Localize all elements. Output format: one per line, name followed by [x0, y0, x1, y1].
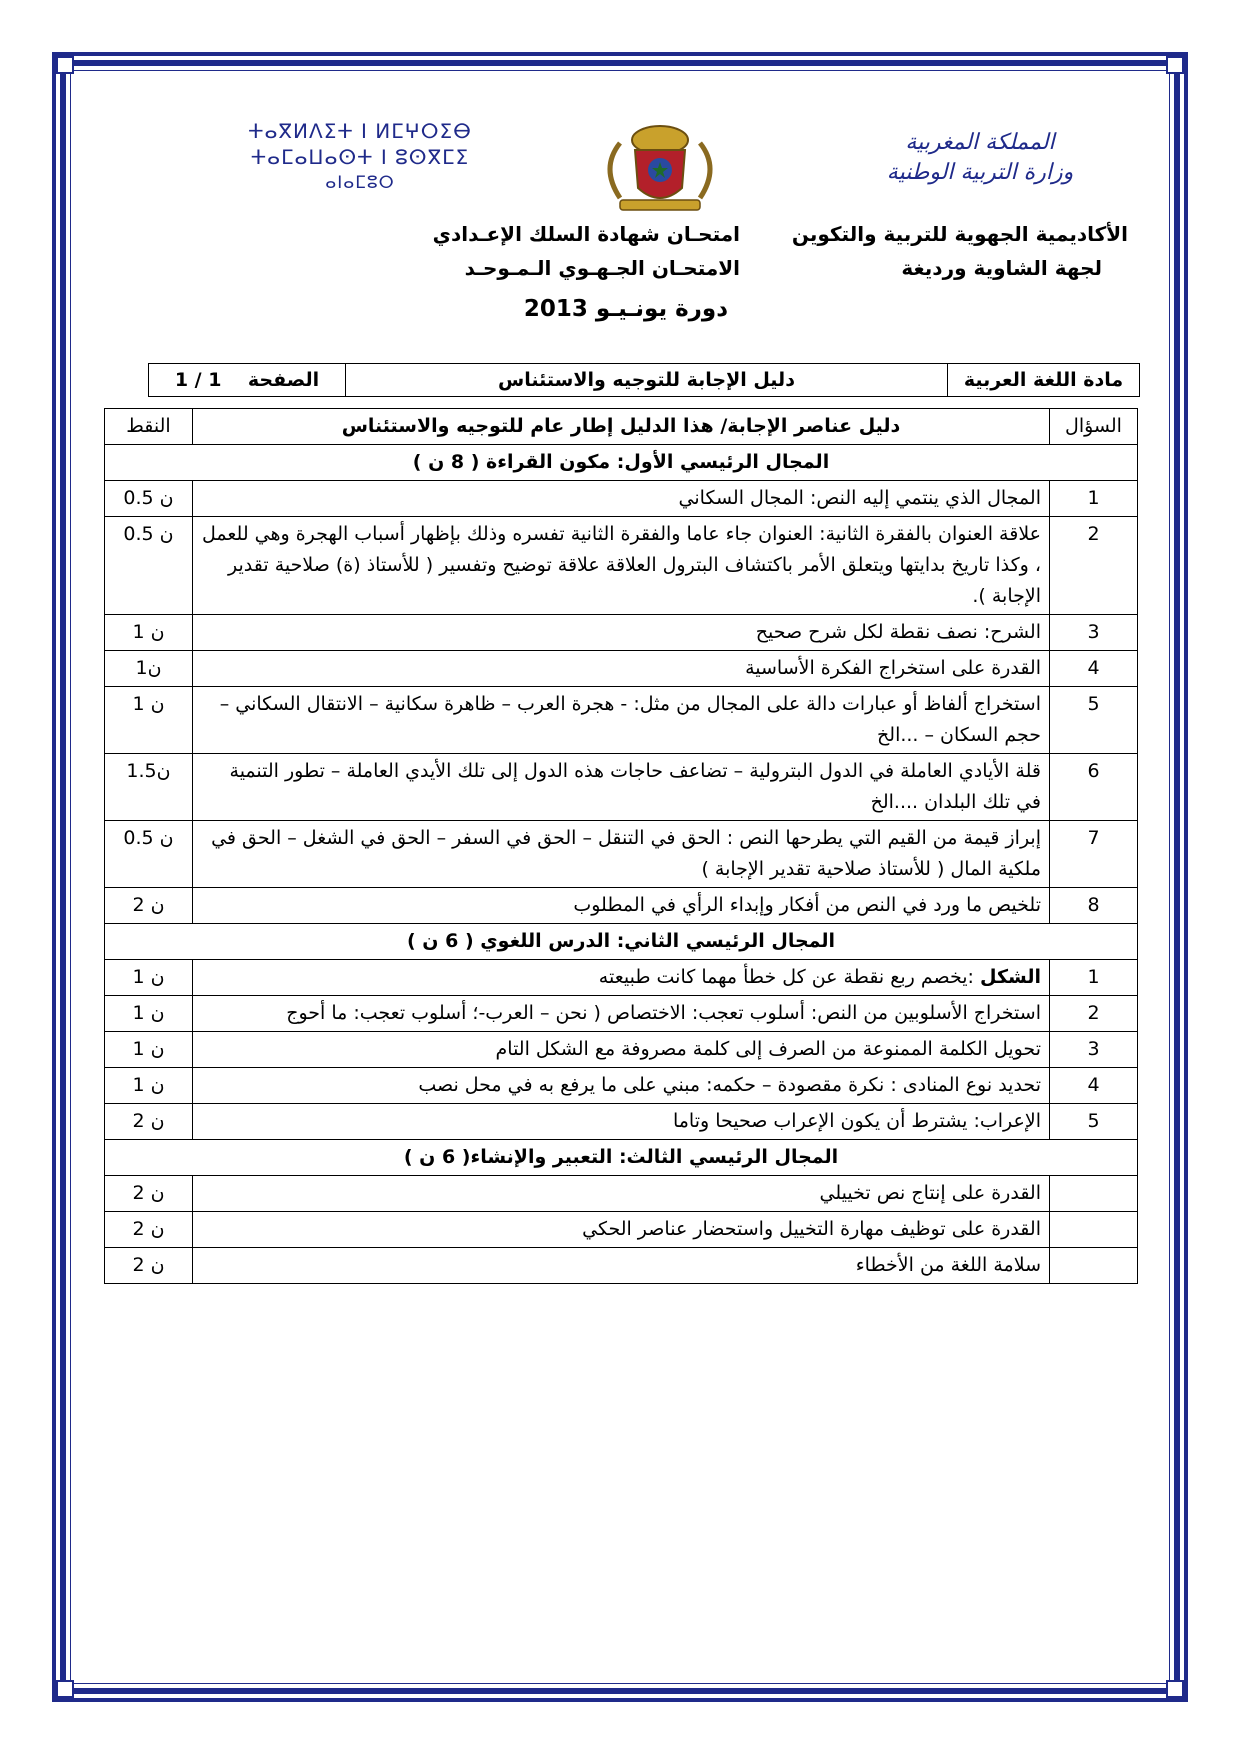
section-row	[105, 1140, 1138, 1176]
question-number: 1	[1050, 481, 1138, 517]
points-value: 0.5 ن	[105, 481, 193, 517]
subject-cell: مادة اللغة العربية	[948, 364, 1140, 397]
table-row	[105, 1068, 1138, 1104]
answer-guide-text: القدرة على توظيف مهارة التخييل واستحضار عناصر الحكي	[193, 1212, 1050, 1248]
points-value: 1 ن	[105, 615, 193, 651]
table-row	[105, 517, 1138, 615]
answer-guide-text: سلامة اللغة من الأخطاء	[193, 1248, 1050, 1284]
answer-guide-text: تحديد نوع المنادى : نكرة مقصودة – حكمه: مبني على ما يرفع به في محل نصب	[193, 1068, 1050, 1104]
points-value: 2 ن	[105, 1212, 193, 1248]
answer-guide-text: علاقة العنوان بالفقرة الثانية: العنوان جاء عاما والفقرة الثانية تفسره وذلك بإظهار أسباب الهجرة وهي للعمل ، وكذا تاريخ بدايتها ويتعلق الأمر باكتشاف البترول العلاقة علاقة توضيح وتفسير ( للأستاذ (ة) صلاحية تقدير الإجابة ).	[193, 517, 1050, 615]
exam-session: دورة يونـيـو 2013	[523, 296, 728, 322]
table-row	[105, 960, 1138, 996]
tifinagh-line: ⴰⵏⴰⵎⵓⵔ	[325, 173, 395, 193]
table-row	[105, 481, 1138, 517]
exam-type: الامتحـان الجـهـوي الـمـوحـد	[464, 256, 740, 280]
points-value: 0.5 ن	[105, 821, 193, 888]
question-number: 1	[1050, 960, 1138, 996]
answer-guide-text: الإعراب: يشترط أن يكون الإعراب صحيحا وتاما	[193, 1104, 1050, 1140]
table-row	[105, 821, 1138, 888]
points-value: 1.5ن	[105, 754, 193, 821]
document-title-cell: دليل الإجابة للتوجيه والاستئناس	[346, 364, 948, 397]
academy-name: الأكاديمية الجهوية للتربية والتكوين	[791, 222, 1128, 246]
question-number: 3	[1050, 615, 1138, 651]
answer-guide-text	[193, 960, 1050, 996]
points-value: 2 ن	[105, 1248, 193, 1284]
tifinagh-ministry-name	[190, 118, 530, 196]
answer-guide-text: استخراج ألفاظ أو عبارات دالة على المجال من مثل: - هجرة العرب – ظاهرة سكانية – الانتقال السكاني – حجم السكان – ...الخ	[193, 687, 1050, 754]
tifinagh-line: ⵜⴰⴳⵍⴷⵉⵜ ⵏ ⵍⵎⵖⵔⵉⴱ	[248, 119, 472, 143]
answer-guide-text: قلة الأيادي العاملة في الدول البترولية – تضاعف حاجات هذه الدول إلى تلك الأيدي العاملة – تطور التنمية في تلك البلدان ....الخ	[193, 754, 1050, 821]
question-number: 5	[1050, 687, 1138, 754]
table-row	[105, 651, 1138, 687]
points-value: 1 ن	[105, 1068, 193, 1104]
table-row	[105, 687, 1138, 754]
document-info-table	[148, 363, 1140, 397]
question-number: 4	[1050, 1068, 1138, 1104]
question-number: 2	[1050, 996, 1138, 1032]
question-number: 7	[1050, 821, 1138, 888]
points-value: 0.5 ن	[105, 517, 193, 615]
points-value: 2 ن	[105, 1176, 193, 1212]
question-number: 4	[1050, 651, 1138, 687]
points-value: 2 ن	[105, 1104, 193, 1140]
points-value: 1 ن	[105, 1032, 193, 1068]
ministry-name	[820, 128, 1140, 188]
answer-guide-text: استخراج الأسلوبين من النص: أسلوب تعجب: الاختصاص ( نحن – العرب-؛ أسلوب تعجب: ما أحوج	[193, 996, 1050, 1032]
points-value: 1 ن	[105, 687, 193, 754]
table-row	[105, 1212, 1138, 1248]
question-number: 8	[1050, 888, 1138, 924]
answer-guide-text: القدرة على استخراج الفكرة الأساسية	[193, 651, 1050, 687]
border-corner	[1166, 56, 1184, 74]
question-number: 5	[1050, 1104, 1138, 1140]
table-row	[105, 996, 1138, 1032]
exam-title: امتحـان شهادة السلك الإعـدادي	[432, 222, 740, 246]
question-number	[1050, 1248, 1138, 1284]
answer-guide-text: الشرح: نصف نقطة لكل شرح صحيح	[193, 615, 1050, 651]
column-header-guide: دليل عناصر الإجابة/ هذا الدليل إطار عام للتوجيه والاستئناس	[193, 409, 1050, 445]
table-row	[105, 1176, 1138, 1212]
kingdom-name: المملكة المغربية	[905, 130, 1055, 155]
answer-guide-text: تحويل الكلمة الممنوعة من الصرف إلى كلمة مصروفة مع الشكل التام	[193, 1032, 1050, 1068]
section-title: المجال الرئيسي الأول: مكون القراءة ( 8 ن )	[105, 445, 1138, 481]
bold-keyword: الشكل	[980, 966, 1041, 988]
page-value: 1 / 1	[174, 369, 222, 391]
question-number: 3	[1050, 1032, 1138, 1068]
table-row	[105, 888, 1138, 924]
section-title: المجال الرئيسي الثاني: الدرس اللغوي ( 6 ن )	[105, 924, 1138, 960]
border-corner	[1166, 1680, 1184, 1698]
column-header-points: النقط	[105, 409, 193, 445]
table-row	[105, 1248, 1138, 1284]
points-value: 2 ن	[105, 888, 193, 924]
tifinagh-line: ⵜⴰⵎⴰⵡⴰⵙⵜ ⵏ ⵓⵙⴳⵎⵉ	[250, 145, 470, 169]
coat-of-arms-emblem	[590, 118, 730, 218]
academy-region: لجهة الشاوية ورديغة	[901, 256, 1102, 280]
question-number: 6	[1050, 754, 1138, 821]
answer-guide-table	[104, 408, 1138, 1284]
answer-guide-detail: :يخصم ربع نقطة عن كل خطأ مهما كانت طبيعته	[598, 966, 980, 988]
table-row	[105, 615, 1138, 651]
points-value: 1 ن	[105, 996, 193, 1032]
points-value: 1 ن	[105, 960, 193, 996]
answer-guide-text: المجال الذي ينتمي إليه النص: المجال السكاني	[193, 481, 1050, 517]
page-number-cell	[149, 364, 346, 397]
border-corner	[56, 1680, 74, 1698]
points-value: 1ن	[105, 651, 193, 687]
page-label: الصفحة	[247, 369, 320, 391]
section-title: المجال الرئيسي الثالث: التعبير والإنشاء( 6 ن )	[105, 1140, 1138, 1176]
answer-guide-text: تلخيص ما ورد في النص من أفكار وإبداء الرأي في المطلوب	[193, 888, 1050, 924]
question-number	[1050, 1176, 1138, 1212]
section-row	[105, 445, 1138, 481]
border-corner	[56, 56, 74, 74]
answer-guide-text: إبراز قيمة من القيم التي يطرحها النص : الحق في التنقل – الحق في السفر – الحق في الشغل – الحق في ملكية المال ( للأستاذ صلاحية تقدير الإجابة )	[193, 821, 1050, 888]
column-header-question: السؤال	[1050, 409, 1138, 445]
answer-guide-text: القدرة على إنتاج نص تخييلي	[193, 1176, 1050, 1212]
question-number: 2	[1050, 517, 1138, 615]
table-row	[105, 1104, 1138, 1140]
question-number	[1050, 1212, 1138, 1248]
table-row	[105, 1032, 1138, 1068]
table-header-row	[105, 409, 1138, 445]
section-row	[105, 924, 1138, 960]
ministry-title: وزارة التربية الوطنية	[886, 160, 1074, 185]
table-row	[105, 754, 1138, 821]
